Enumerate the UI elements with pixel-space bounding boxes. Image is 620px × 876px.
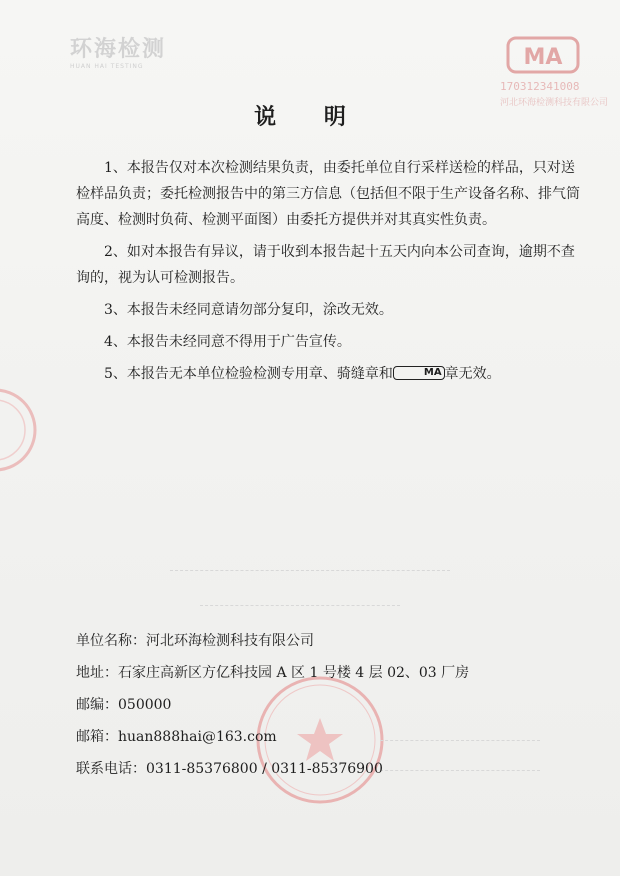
note-item: 3、本报告未经同意请勿部分复印，涂改无效。 (104, 302, 393, 318)
phone-row (76, 753, 596, 785)
cma-cert-number: 170312341008 (500, 80, 580, 93)
document-title: 说 明 (254, 105, 366, 130)
note-item (76, 361, 581, 387)
phone-value: 0311-85376800 / 0311-85376900 (146, 761, 383, 777)
postcode-value: 050000 (118, 697, 172, 713)
cma-stamp-text: MA (523, 45, 563, 70)
phone-label: 联系电话： (76, 761, 146, 777)
contact-section (76, 625, 596, 785)
bleed-through-line (170, 570, 450, 571)
ma-mark-icon: MA (393, 366, 445, 380)
address-label: 地址： (76, 665, 118, 681)
company-logo-watermark (70, 32, 220, 72)
postcode-row (76, 689, 596, 721)
riding-seal-icon (0, 385, 45, 475)
email-value: huan888hai@163.com (118, 729, 277, 745)
note-5-tail: 章无效。 (444, 366, 501, 382)
address-row (76, 657, 596, 689)
note-5-text: 5、本报告无本单位检验检测专用章、骑缝章和 (104, 366, 393, 382)
logo-cn-text: 环海检测 (70, 37, 167, 62)
company-label: 单位名称： (76, 633, 146, 649)
note-item: 2、如对本报告有异议，请于收到本报告起十五天内向本公司查询，逾期不查询的，视为认可检测报告。 (76, 244, 575, 286)
company-row (76, 625, 596, 657)
cma-org-text: 河北环海检测科技有限公司 (500, 98, 609, 108)
note-item: 1、本报告仅对本次检测结果负责，由委托单位自行采样送检的样品，只对送检样品负责；委托检测报告中的第三方信息（包括但不限于生产设备名称、排气筒高度、检测时负荷、检测平面图）由委托方提供并对其真实性负责。 (76, 160, 580, 228)
bleed-through-line (200, 605, 400, 606)
note-item: 4、本报告未经同意不得用于广告宣传。 (104, 334, 351, 350)
address-value: 石家庄高新区方亿科技园 A 区 1 号楼 4 层 02、03 厂房 (118, 665, 470, 681)
logo-en-text: HUAN HAI TESTING (70, 63, 144, 70)
postcode-label: 邮编： (76, 697, 118, 713)
email-row (76, 721, 596, 753)
notes-section (76, 155, 581, 393)
company-name: 河北环海检测科技有限公司 (146, 633, 314, 649)
email-label: 邮箱： (76, 729, 118, 745)
